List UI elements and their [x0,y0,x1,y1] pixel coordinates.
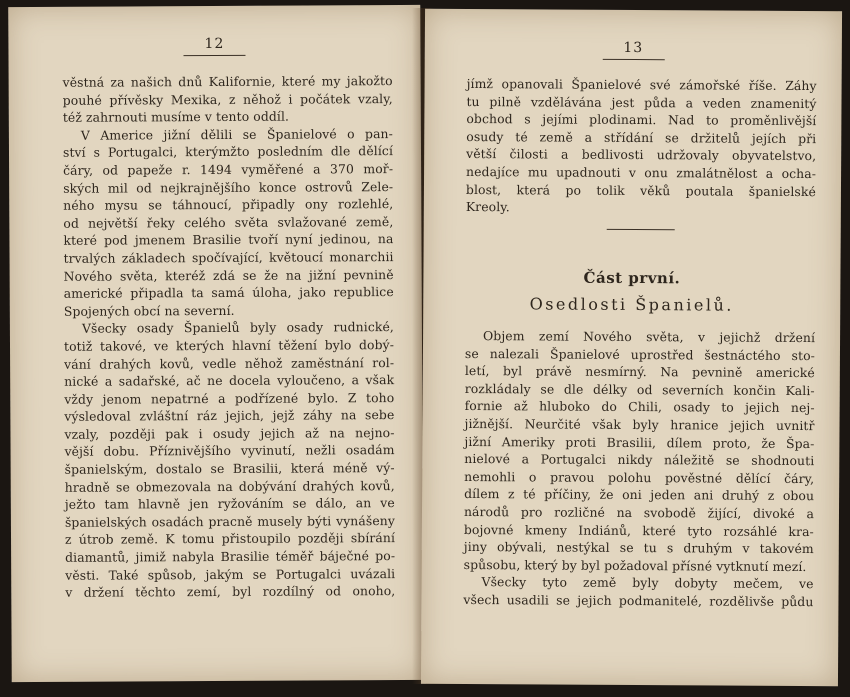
text-line: věsti. Také spůsob, jakým se Portugalci uvázali [65,565,396,583]
text-line: Všecky osady Španielů byly osady rudnické, [81,319,394,337]
text-line: nedajíce mu upadnouti v onu zmalátnělost a ocha- [466,163,817,182]
left-page [8,5,424,682]
text-line: všech usadili se jejich podmanitelé, rozdělivše půdu [463,591,814,610]
header-rule [183,55,245,56]
text-line: vzaly, později pak i osudy jejich až na nejno- [64,424,395,442]
right-page [421,9,842,687]
text-line: ských mil od nejkrajnějšího konce ostrovů Zele- [63,178,394,196]
text-line: Objem zemí Nového světa, v jejichž držení [483,328,816,346]
text-line: jímž opanovali Španielové své zámořské říše. Záhy [466,75,817,94]
text-line: ného mysu se táhnoucí, připadly ony rozlehlé, [63,196,394,213]
text-line: vždy jenom nepatrné a podřízené bylo. Z toho [64,389,395,407]
text-line: které pod jmenem Brasilie tvoří nyní jedinou, na [63,231,394,249]
text-line: rozkládaly se dle délky od severních končin Kali- [464,380,815,398]
page-number: 12 [8,35,420,57]
section-title: Osedlosti Španielů. [529,294,734,315]
text-line: bojovné kmeny Indiánů, které tyto rozsáhlé kra- [463,521,814,539]
part-title: Část první. [583,268,681,288]
text-line: V Americe jižní dělili se Španielové o pan- [80,125,393,143]
text-line: americké připadla ta samá úloha, jako republice [63,284,394,301]
text-line: Všecky tyto země byly dobyty mečem, ve [481,574,814,592]
text-line: nielové a Portugalci nikdy náležitě se shodnouti [464,451,815,469]
text-line: větší čilosti a bedlivosti udržovaly obyvatelstvo, [466,146,817,164]
text-line: výsledoval zvláštní ráz jejich, jejž záhy na sebe [64,407,395,425]
text-line: ježto tam hlavně jen ryžováním se dálo, an ve [64,495,395,513]
page-number: 13 [425,39,842,62]
right-page-text-body [463,327,815,611]
section-divider [607,229,675,230]
text-line: obchod s jejími plodinami. Nad to proměnlivější [466,111,817,129]
right-page-text-top [466,75,817,231]
text-line: nemohli o pravou polohu pověstné dělící čáry, [464,468,815,486]
text-line: Nového světa, kteréž zdá se že na jižní pevnině [63,266,394,284]
text-line: nické a sadařské, ač ne docela vyloučeno, a však [64,372,395,389]
text-line: tu pilně vzdělávána jest půda a veden znamenitý [466,93,817,111]
text-line: se nalezali Španielové uprostřed šestnáctého sto- [464,345,816,363]
text-line: pouhé přívěsky Mexika, z něhož i počátek vzaly, [62,90,393,108]
text-line: osudy té země a střídání se držitelů jejích při [466,128,817,146]
text-line: fornie až hluboko do Chili, osady to jejich nej- [464,398,815,416]
text-line: dílem z té příčiny, že oni jeden ani druhý z obou [464,486,815,504]
text-line: Spojených obcí na severní. [63,302,235,319]
text-line: jiny obývali, nestýkal se tu s druhým v takovém [463,539,814,557]
text-line: vání drahých kovů, vedle něhož zaměstnání rol- [64,354,395,372]
text-line: hradně se obmezovala na dobývání drahých kovů, [64,477,395,495]
text-line: věstná za našich dnů Kalifornie, které my jakožto [62,73,393,90]
text-line: vější dobu. Příznivějšího vyvinutí, nežli osadám [64,442,395,460]
text-line: diamantů, jimiž nabyla Brasilie téměř báječné po- [65,548,396,565]
text-line: ství s Portugalci, kterýmžto posledním dle dělící [62,143,394,161]
text-line: v držení těchto zemí, byl rozdílný od onoho, [65,583,396,601]
text-line: španielských osadách pracně musely býti vynášeny [64,512,395,530]
text-line: spůsobu, který by byl požadoval přísné vytknutí mezí. [463,556,807,574]
text-line: trvalých základech spočívající, květoucí monarchii [63,249,394,266]
text-line: španielským, dostalo se Brasilii, která méně vý- [64,460,395,477]
text-line: čáry, od papeže r. 1494 vyměřené a 370 moř- [63,161,394,178]
text-line: letí, byl právě nesmírný. Na pevnině americké [464,363,815,381]
text-line: blost, která po tolik věků poutala španielské [465,181,817,199]
text-line: Kreoly. [465,199,510,215]
header-rule [602,59,664,60]
text-line: totiž takové, ve kterých hlavní těžení bylo dobý- [63,336,395,354]
text-line: též zahrnouti musíme v tento oddíl. [62,108,290,125]
text-line: od největší řeky celého světa svlažované země, [63,213,394,231]
text-line: jižnější. Neurčité však byly hranice jejich uvnitř [464,415,815,434]
text-line: národů pro rozličné na svobodě žijící, divoké a [463,503,815,522]
text-line: z útrob země. K tomu přistoupilo později sbírání [64,530,396,548]
left-page-text [63,72,396,602]
text-line: jižní Ameriky proti Brasilii, dílem proto, že Špa- [464,433,815,451]
